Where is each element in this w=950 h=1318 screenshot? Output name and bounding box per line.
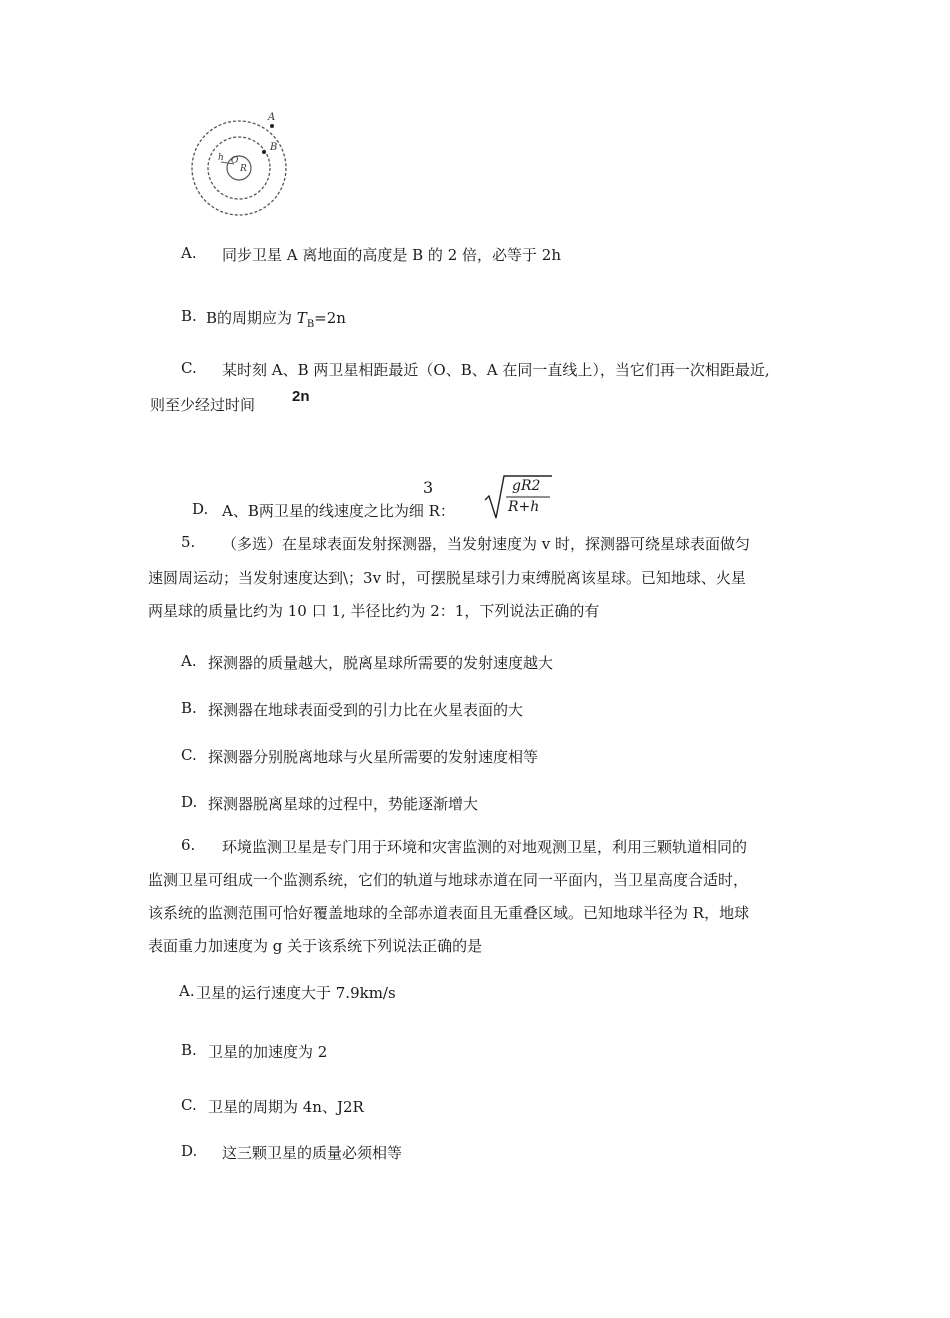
fraction-numerator: 3: [423, 478, 434, 497]
option-letter: B.: [181, 699, 197, 717]
text-post: =2n: [314, 309, 346, 327]
option-text: 卫星的周期为 4n、J2R: [208, 1098, 364, 1116]
option-letter: D.: [192, 500, 209, 518]
question-line-1: 环境监测卫星是专门用于环境和灾害监测的对地观测卫星，利用三颗轨道相同的: [222, 838, 748, 856]
t-subscript: B: [306, 319, 315, 330]
option-letter: C.: [181, 1096, 197, 1114]
option-letter: D.: [181, 1142, 198, 1160]
option-letter: A.: [181, 652, 197, 670]
question-number: 6.: [181, 836, 196, 854]
option-letter: C.: [181, 746, 197, 764]
orbit-diagram: [188, 108, 298, 218]
question-line-1: （多选）在星球表面发射探测器，当发射速度为 v 时，探测器可绕星球表面做匀: [222, 535, 751, 553]
outer-orbit: [192, 121, 286, 215]
sqrt-expression: [484, 474, 554, 520]
option-text: 卫星的加速度为 2: [208, 1043, 328, 1061]
option-text: 同步卫星 A 离地面的高度是 B 的 2 倍，必等于 2h: [222, 246, 561, 264]
option-c-tail-clip: [292, 388, 322, 405]
question-line-2: 速圆周运动；当发射速度达到\；3v 时，可摆脱星球引力束缚脱离该星球。已知地球、火星: [148, 569, 746, 587]
option-text: [206, 307, 346, 330]
question-line-3: 该系统的监测范围可恰好覆盖地球的全部赤道表面且无重叠区域。已知地球半径为 R，地球: [148, 904, 750, 922]
satellite-b-dot: [262, 150, 266, 154]
sqrt-numerator: gR2: [512, 478, 541, 494]
label-h: h: [218, 153, 224, 163]
label-r: R: [240, 164, 247, 174]
option-letter: B.: [181, 1041, 197, 1059]
question-line-3: 两星球的质量比约为 10 口 1, 半径比约为 2：1，下列说法正确的有: [148, 602, 600, 620]
option-c-line2: 则至少经过时间: [150, 396, 256, 414]
option-text: 探测器在地球表面受到的引力比在火星表面的大: [208, 701, 524, 719]
option-text: 这三颗卫星的质量必须相等: [222, 1144, 403, 1162]
option-d-clip: [192, 496, 472, 520]
label-b: B: [270, 142, 278, 153]
option-c-tail: 2n: [292, 388, 310, 405]
label-a: A: [268, 112, 276, 123]
sqrt-denominator: R+h: [508, 499, 540, 515]
t-symbol: T: [296, 309, 307, 327]
question-number: 5.: [181, 533, 196, 551]
option-text: 探测器的质量越大，脱离星球所需要的发射速度越大: [208, 654, 554, 672]
option-text: A、B两卫星的线速度之比为细 R：: [222, 502, 455, 520]
option-text: 探测器分别脱离地球与火星所需要的发射速度相等: [208, 748, 539, 766]
option-letter: A.: [181, 244, 197, 262]
question-line-4: 表面重力加速度为 g 关于该系统下列说法正确的是: [148, 937, 483, 955]
orbit-diagram-svg: [188, 108, 298, 218]
text-pre: B的周期应为: [206, 309, 297, 327]
option-letter: D.: [181, 793, 198, 811]
label-o: O: [231, 156, 239, 166]
option-text: 卫星的运行速度大于 7.9km/s: [196, 984, 396, 1002]
inner-orbit: [208, 137, 270, 199]
question-line-2: 监测卫星可组成一个监测系统，它们的轨道与地球赤道在同一平面内，当卫星高度合适时，: [148, 871, 749, 889]
option-letter: A.: [179, 982, 195, 1000]
option-text: 某时刻 A、B 两卫星相距最近（O、B、A 在同一直线上），当它们再一次相距最近,: [222, 361, 770, 379]
satellite-a-dot: [270, 124, 274, 128]
option-text: 探测器脱离星球的过程中，势能逐渐增大: [208, 795, 479, 813]
option-letter: C.: [181, 359, 197, 377]
option-letter: B.: [181, 307, 197, 325]
